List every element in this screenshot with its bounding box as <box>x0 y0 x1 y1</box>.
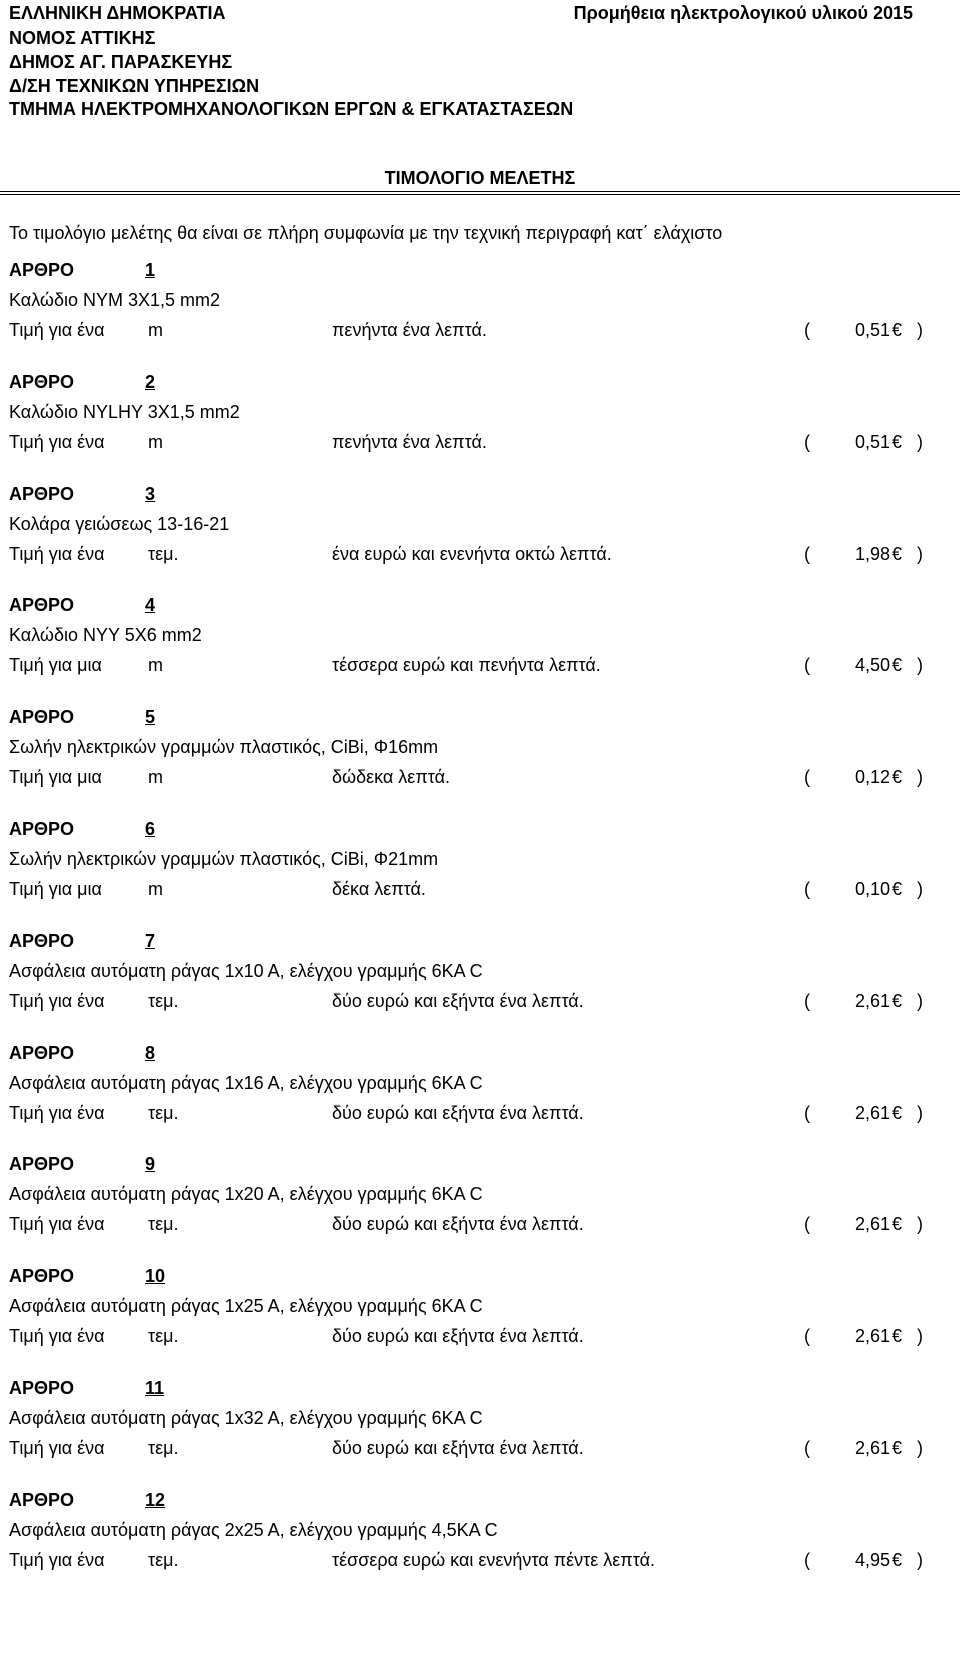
price-amount: 2,61 <box>854 1214 890 1234</box>
article-description: Ασφάλεια αυτόματη ράγας 1x32 A, ελέγχου γραμμής 6KA C <box>9 1408 483 1428</box>
article-label: ΑΡΘΡΟ <box>9 1266 75 1286</box>
title-divider <box>0 191 960 195</box>
price-unit: τεμ. <box>148 1550 179 1570</box>
header-line-republic: ΕΛΛΗΝΙΚΗ ΔΗΜΟΚΡΑΤΙΑ <box>9 3 226 23</box>
article <box>0 707 960 817</box>
euro-icon: € <box>892 767 903 787</box>
article-number: 7 <box>145 931 156 951</box>
price-amount: 0,12 <box>854 767 890 787</box>
euro-icon: € <box>892 1103 903 1123</box>
open-paren: ( <box>804 1214 810 1234</box>
article-label: ΑΡΘΡΟ <box>9 595 75 615</box>
header-line-directorate: Δ/ΣΗ ΤΕΧΝΙΚΩΝ ΥΠΗΡΕΣΙΩΝ <box>9 76 260 96</box>
article-description: Ασφάλεια αυτόματη ράγας 2x25 A, ελέγχου γραμμής 4,5KA C <box>9 1520 498 1540</box>
close-paren: ) <box>917 1103 923 1123</box>
article <box>0 1043 960 1153</box>
article <box>0 1378 960 1488</box>
price-unit: τεμ. <box>148 1103 179 1123</box>
article <box>0 931 960 1041</box>
article-label: ΑΡΘΡΟ <box>9 372 75 392</box>
price-amount: 2,61 <box>854 1103 890 1123</box>
article <box>0 1154 960 1264</box>
open-paren: ( <box>804 991 810 1011</box>
open-paren: ( <box>804 767 810 787</box>
header-line-municipality: ΔΗΜΟΣ ΑΓ. ΠΑΡΑΣΚΕΥΗΣ <box>9 52 233 72</box>
article-number: 9 <box>145 1154 156 1174</box>
article <box>0 1266 960 1376</box>
price-label: Τιμή για μια <box>9 767 102 787</box>
price-in-words: δώδεκα λεπτά. <box>332 767 451 787</box>
open-paren: ( <box>804 432 810 452</box>
article-description: Σωλήν ηλεκτρικών γραμμών πλαστικός, CiBi, Φ16mm <box>9 737 439 757</box>
article <box>0 819 960 929</box>
euro-icon: € <box>892 1438 903 1458</box>
price-label: Τιμή για ένα <box>9 320 105 340</box>
article-label: ΑΡΘΡΟ <box>9 1154 75 1174</box>
price-in-words: τέσσερα ευρώ και ενενήντα πέντε λεπτά. <box>332 1550 655 1570</box>
header-line-department: ΤΜΗΜΑ ΗΛΕΚΤΡΟΜΗΧΑΝΟΛΟΓΙΚΩΝ ΕΡΓΩΝ & ΕΓΚΑΤΑΣΤΑΣΕΩΝ <box>9 99 574 119</box>
price-unit: τεμ. <box>148 991 179 1011</box>
euro-icon: € <box>892 432 903 452</box>
price-unit: m <box>148 432 163 452</box>
article-label: ΑΡΘΡΟ <box>9 819 75 839</box>
article-description: Καλώδιο NYLHY 3X1,5 mm2 <box>9 402 240 422</box>
euro-icon: € <box>892 655 903 675</box>
article <box>0 484 960 594</box>
article-description: Ασφάλεια αυτόματη ράγας 1x20 A, ελέγχου γραμμής 6KA C <box>9 1184 483 1204</box>
article-number: 5 <box>145 707 156 727</box>
close-paren: ) <box>917 991 923 1011</box>
article-description: Σωλήν ηλεκτρικών γραμμών πλαστικός, CiBi, Φ21mm <box>9 849 439 869</box>
price-amount: 4,50 <box>854 655 890 675</box>
price-in-words: πενήντα ένα λεπτά. <box>332 320 487 340</box>
euro-icon: € <box>892 320 903 340</box>
price-in-words: δύο ευρώ και εξήντα ένα λεπτά. <box>332 1214 584 1234</box>
document-title: ΤΙΜΟΛΟΓΙΟ ΜΕΛΕΤΗΣ <box>384 168 576 188</box>
article-number: 3 <box>145 484 156 504</box>
euro-icon: € <box>892 1550 903 1570</box>
price-amount: 0,51 <box>854 432 890 452</box>
article <box>0 372 960 482</box>
close-paren: ) <box>917 879 923 899</box>
price-in-words: δύο ευρώ και εξήντα ένα λεπτά. <box>332 1326 584 1346</box>
euro-icon: € <box>892 1214 903 1234</box>
price-amount: 0,10 <box>854 879 890 899</box>
open-paren: ( <box>804 320 810 340</box>
header-line-prefecture: ΝΟΜΟΣ ΑΤΤΙΚΗΣ <box>9 28 156 48</box>
article-label: ΑΡΘΡΟ <box>9 260 75 280</box>
article-number: 8 <box>145 1043 156 1063</box>
article-label: ΑΡΘΡΟ <box>9 707 75 727</box>
open-paren: ( <box>804 879 810 899</box>
article-description: Κολάρα γειώσεως 13-16-21 <box>9 514 230 534</box>
euro-icon: € <box>892 1326 903 1346</box>
open-paren: ( <box>804 544 810 564</box>
close-paren: ) <box>917 767 923 787</box>
price-unit: τεμ. <box>148 1438 179 1458</box>
price-label: Τιμή για μια <box>9 655 102 675</box>
article <box>0 1490 960 1600</box>
price-in-words: τέσσερα ευρώ και πενήντα λεπτά. <box>332 655 601 675</box>
close-paren: ) <box>917 1550 923 1570</box>
article-description: Καλώδιο NYY 5X6 mm2 <box>9 625 202 645</box>
price-in-words: δύο ευρώ και εξήντα ένα λεπτά. <box>332 1438 584 1458</box>
close-paren: ) <box>917 432 923 452</box>
price-amount: 1,98 <box>854 544 890 564</box>
intro-text: Το τιμολόγιο μελέτης θα είναι σε πλήρη συμφωνία με την τεχνική περιγραφή κατ΄ ελάχιστο <box>9 223 723 243</box>
close-paren: ) <box>917 544 923 564</box>
price-in-words: πενήντα ένα λεπτά. <box>332 432 487 452</box>
price-unit: m <box>148 767 163 787</box>
price-unit: m <box>148 320 163 340</box>
project-title: Προμήθεια ηλεκτρολογικού υλικού 2015 <box>573 3 913 23</box>
article-number: 4 <box>145 595 156 615</box>
article-description: Ασφάλεια αυτόματη ράγας 1x25 A, ελέγχου γραμμής 6KA C <box>9 1296 483 1316</box>
article-description: Καλώδιο NYM 3X1,5 mm2 <box>9 290 221 310</box>
close-paren: ) <box>917 655 923 675</box>
price-in-words: δύο ευρώ και εξήντα ένα λεπτά. <box>332 1103 584 1123</box>
article-label: ΑΡΘΡΟ <box>9 1378 75 1398</box>
article-description: Ασφάλεια αυτόματη ράγας 1x16 A, ελέγχου γραμμής 6KA C <box>9 1073 483 1093</box>
open-paren: ( <box>804 1550 810 1570</box>
euro-icon: € <box>892 991 903 1011</box>
close-paren: ) <box>917 320 923 340</box>
price-label: Τιμή για ένα <box>9 1103 105 1123</box>
price-unit: m <box>148 655 163 675</box>
price-label: Τιμή για ένα <box>9 1326 105 1346</box>
close-paren: ) <box>917 1438 923 1458</box>
close-paren: ) <box>917 1326 923 1346</box>
article-number: 12 <box>145 1490 166 1510</box>
open-paren: ( <box>804 1326 810 1346</box>
euro-icon: € <box>892 544 903 564</box>
price-in-words: ένα ευρώ και ενενήντα οκτώ λεπτά. <box>332 544 612 564</box>
price-amount: 2,61 <box>854 1438 890 1458</box>
open-paren: ( <box>804 1438 810 1458</box>
article-description: Ασφάλεια αυτόματη ράγας 1x10 A, ελέγχου γραμμής 6KA C <box>9 961 483 981</box>
price-amount: 4,95 <box>854 1550 890 1570</box>
article-number: 10 <box>145 1266 166 1286</box>
price-label: Τιμή για ένα <box>9 991 105 1011</box>
price-unit: m <box>148 879 163 899</box>
price-amount: 2,61 <box>854 991 890 1011</box>
article-number: 11 <box>145 1378 165 1398</box>
euro-icon: € <box>892 879 903 899</box>
open-paren: ( <box>804 655 810 675</box>
price-in-words: δύο ευρώ και εξήντα ένα λεπτά. <box>332 991 584 1011</box>
article-number: 2 <box>145 372 156 392</box>
price-amount: 0,51 <box>854 320 890 340</box>
price-label: Τιμή για ένα <box>9 1438 105 1458</box>
article-label: ΑΡΘΡΟ <box>9 1490 75 1510</box>
price-label: Τιμή για ένα <box>9 544 105 564</box>
article-label: ΑΡΘΡΟ <box>9 931 75 951</box>
price-label: Τιμή για μια <box>9 879 102 899</box>
price-label: Τιμή για ένα <box>9 432 105 452</box>
open-paren: ( <box>804 1103 810 1123</box>
article-number: 1 <box>145 260 156 280</box>
article-label: ΑΡΘΡΟ <box>9 1043 75 1063</box>
article <box>0 595 960 705</box>
article-number: 6 <box>145 819 156 839</box>
price-label: Τιμή για ένα <box>9 1214 105 1234</box>
article-label: ΑΡΘΡΟ <box>9 484 75 504</box>
article <box>0 260 960 370</box>
price-amount: 2,61 <box>854 1326 890 1346</box>
close-paren: ) <box>917 1214 923 1234</box>
price-unit: τεμ. <box>148 544 179 564</box>
price-unit: τεμ. <box>148 1214 179 1234</box>
price-label: Τιμή για ένα <box>9 1550 105 1570</box>
price-in-words: δέκα λεπτά. <box>332 879 426 899</box>
price-unit: τεμ. <box>148 1326 179 1346</box>
